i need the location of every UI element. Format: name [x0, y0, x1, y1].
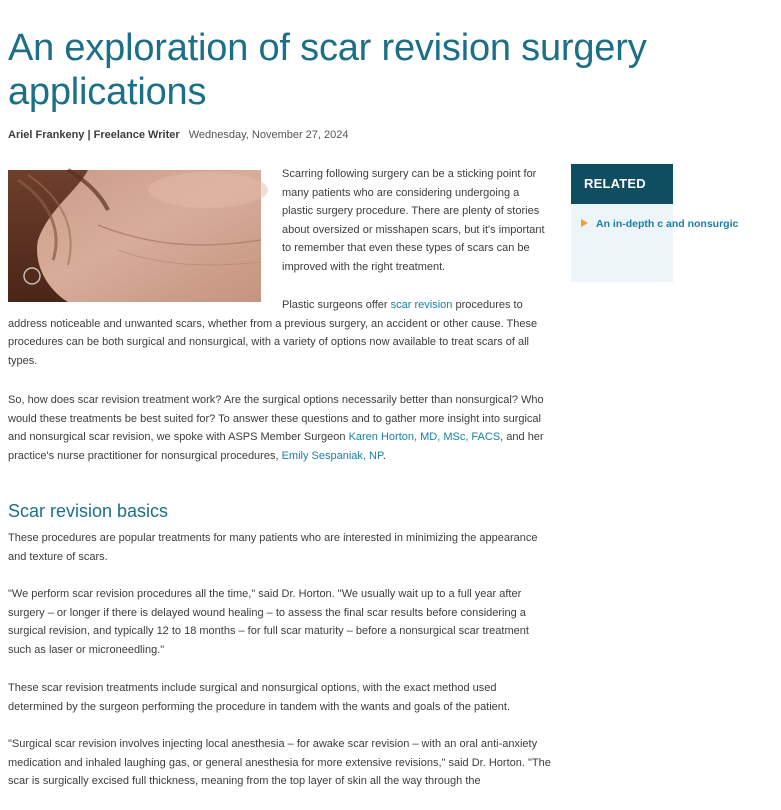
- scar-revision-link[interactable]: scar revision: [390, 299, 453, 311]
- paragraph-text: Plastic surgeons offer: [282, 299, 391, 311]
- page-title: An exploration of scar revision surgery applications: [8, 27, 647, 113]
- neck-scar-photo: [8, 170, 261, 302]
- paragraph-text: So, how does scar revision treatment work? Are the surgical options necessarily better than nonsurgical? Who would these treatments be best suited for? To answer these questions and to gather more insight into surgical and nonsurgical scar revision, we spoke with ASPS Member Surgeon: [8, 394, 544, 443]
- author-role: Freelance Writer: [93, 129, 180, 141]
- paragraph-options: These scar revision treatments include surgical and nonsurgical options, with the exact method used determined by the surgeon performing the procedure in tandem with the wants and goals of the patient.: [8, 682, 511, 713]
- byline: [8, 129, 349, 141]
- paragraph-questions: [8, 391, 553, 465]
- related-heading: RELATED: [571, 164, 673, 204]
- hero-image: [8, 170, 261, 302]
- section-heading: Scar revision basics: [8, 501, 169, 521]
- intro-paragraph: Scarring following surgery can be a sticking point for many patients who are considering undergoing a plastic surgery procedure. There are plenty of stories about oversized or misshapen scars, but it's important to remember that even these types of scars can be improved with the right treatment.: [282, 168, 545, 273]
- emily-sespaniak-link[interactable]: Emily Sespaniak, NP: [281, 449, 383, 462]
- paragraph-text: .: [382, 449, 386, 462]
- author-name: Ariel Frankeny: [8, 129, 85, 141]
- paragraph-text: , and her practice's nurse practitioner for nonsurgical procedures,: [8, 431, 544, 462]
- related-item[interactable]: [581, 216, 781, 233]
- related-item-link[interactable]: An in-depth c and nonsurgic: [596, 218, 739, 230]
- related-sidebar: [571, 164, 739, 282]
- publish-date: Wednesday, November 27, 2024: [188, 129, 349, 141]
- karen-horton-link[interactable]: Karen Horton, MD, MSc, FACS: [348, 431, 501, 443]
- paragraph-scar-revision: [8, 296, 553, 370]
- byline-separator: |: [87, 129, 91, 141]
- play-arrow-icon: [581, 219, 588, 227]
- paragraph-text: procedures to address noticeable and unwanted scars, whether from a previous surgery, an accident or other cause. These procedures can be both surgical and nonsurgical, with a variety of options now available to treat scars of all types.: [8, 299, 538, 367]
- paragraph-popular: These procedures are popular treatments for many patients who are interested in minimizing the appearance and texture of scars.: [8, 532, 538, 563]
- paragraph-horton-quote: "We perform scar revision procedures all the time," said Dr. Horton. "We usually wait up to a full year after surgery – or longer if there is delayed wound healing – to assess the final scar results before considering a surgical revision, and typically 12 to 18 months – for full scar maturity – before a nonsurgical scar treatment such as laser or microneedling.": [8, 588, 529, 656]
- paragraph-surgical-quote: "Surgical scar revision involves injecting local anesthesia – for awake scar revision – with an oral anti-anxiety medication and inhaled laughing gas, or general anesthesia for more extensive revisions," said Dr. Horton. "The scar is surgically excised full thickness, meaning from the top layer of skin all the way through the: [8, 738, 551, 787]
